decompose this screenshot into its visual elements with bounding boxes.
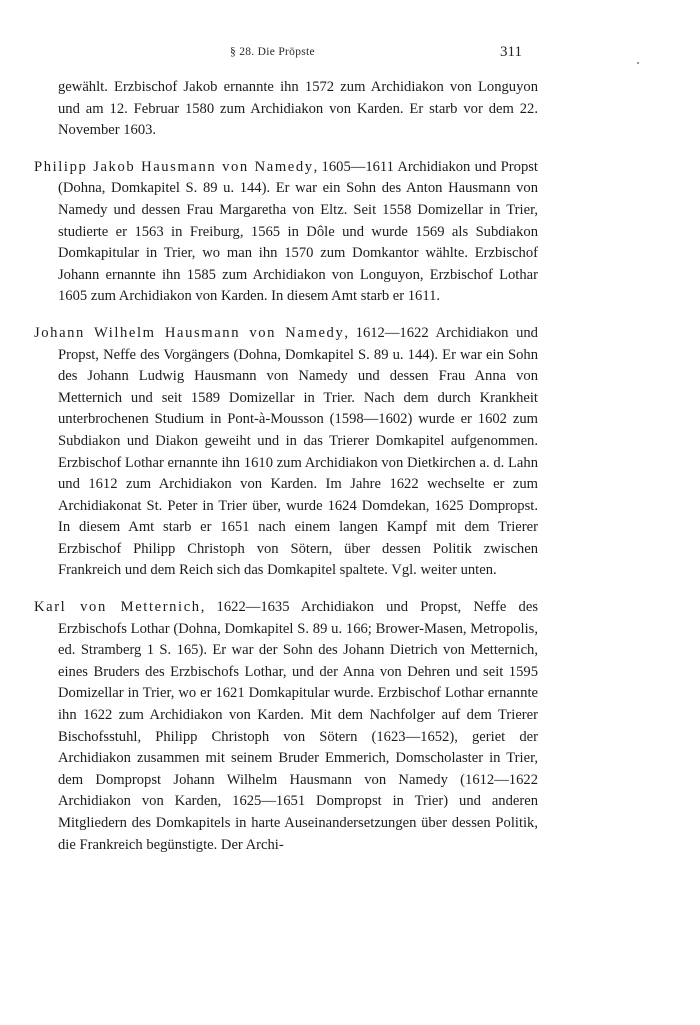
entry-karl-von-metternich — [34, 597, 538, 856]
entry-text: , 1622—1635 Archidiakon und Propst, Neffe des Erzbischofs Lothar (Dohna, Domkapitel S. 89 u. 166; Brower-Masen, Metropolis, ed. Stramberg 1 S. 165). Er war der Sohn des Johann Dietrich von Metternich, eines Bruders des Erzbischofs Lothar, und der Anna von Dehren und seit 1595 Domizellar in Trier, wo er 1621 Domkapitular wurde. Erzbischof Lothar ernannte ihn 1622 zum Archidiakon von Karden. Mit dem Nachfolger auf dem Trierer Bischofsstuhl, Philipp Christoph von Sötern (1623—1652), geriet der Archidiakon zusammen mit seinem Bruder Emmerich, Domscholaster in Trier, dem Dompropst Johann Wilhelm Hausmann von Namedy (1612—1622 Archidiakon von Karden, 1625—1651 Dompropst in Trier) und anderen Mitgliedern des Domkapitels in harte Auseinandersetzungen über dessen Politik, die Frankreich begünstigte. Der Archi- — [58, 599, 538, 853]
body-text — [34, 77, 538, 856]
entry-johann-wilhelm-hausmann — [34, 323, 538, 582]
paragraph-continuation — [34, 77, 538, 142]
page-number: 311 — [500, 44, 522, 60]
entry-name: Karl von Metternich — [34, 599, 201, 616]
running-title: § 28. Die Pröpste — [230, 46, 315, 58]
paragraph-text: gewählt. Erzbischof Jakob ernannte ihn 1572 zum Archidiakon von Longuyon und am 12. Februar 1580 zum Archidiakon von Karden. Er starb vor dem 22. November 1603. — [58, 79, 538, 139]
entry-text: , 1612—1622 Archidiakon und Propst, Neffe des Vorgängers (Dohna, Domkapitel S. 89 u. 144). Er war ein Sohn des Johann Ludwig Hausmann von Namedy und dessen Frau Anna von Metternich und seit 1589 Domizellar in Trier. Nach dem durch Krankheit unterbrochenen Studium in Pont-à-Mousson (1598—1602) wurde er 1602 zum Subdiakon und Diakon geweiht und in das Trierer Domkapitel aufgenommen. Erzbischof Lothar ernannte ihn 1610 zum Archidiakon von Dietkirchen a. d. Lahn und 1612 zum Archidiakon von Karden. Im Jahre 1622 wechselte er zum Archidiakonat St. Peter in Trier über, wurde 1624 Domdekan, 1625 Dompropst. In diesem Amt starb er 1651 nach einem langen Kampf mit dem Trierer Erzbischof Philipp Christoph von Sötern, über dessen Politik zwischen Frankreich und dem Reich sich das Domkapitel spaltete. Vgl. weiter unten. — [58, 324, 538, 579]
running-head — [0, 44, 700, 64]
entry-name: Philipp Jakob Hausmann von Namedy — [34, 158, 314, 175]
entry-name: Johann Wilhelm Hausmann von Namedy — [34, 324, 345, 341]
entry-philipp-jakob-hausmann — [34, 157, 538, 308]
print-speck — [637, 62, 639, 64]
entry-text: , 1605—1611 Archidiakon und Propst (Dohna, Domkapitel S. 89 u. 144). Er war ein Sohn des Anton Hausmann von Namedy und dessen Frau Margaretha von Eltz. Seit 1558 Domizellar in Trier, studierte er 1563 in Freiburg, 1565 in Dôle und wurde 1569 als Subdiakon Domkapitular in Trier, wo man ihn 1570 zum Domkantor wählte. Erzbischof Johann ernannte ihn 1585 zum Archidiakon von Longuyon, Erzbischof Lothar 1605 zum Archidiakon von Karden. In diesem Amt starb er 1611. — [58, 158, 538, 305]
